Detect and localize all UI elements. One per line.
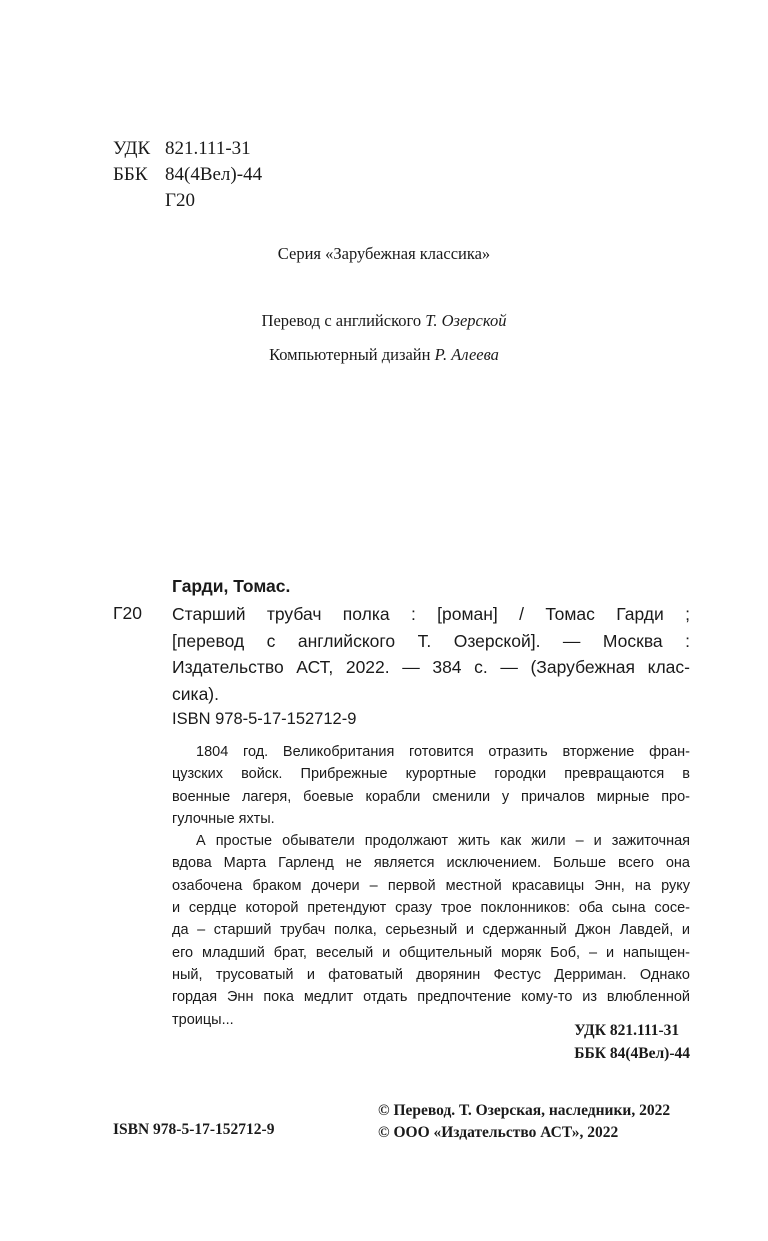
annotation-line: троицы... (172, 1011, 234, 1028)
copyright-publisher: © ООО «Издательство АСТ», 2022 (378, 1124, 619, 1141)
annotation-line: цузских войск. Прибрежные курортные городки превращаются в (172, 766, 690, 783)
biblio-line: Издательство АСТ, 2022. — 384 с. — (Зарубежная клас- (172, 657, 690, 677)
udk-value: 821.111-31 (165, 138, 251, 159)
biblio-line: Старший трубач полка : [роман] / Томас Гарди ; (172, 604, 690, 624)
footer-bbk: ББК 84(4Вел)-44 (574, 1045, 690, 1062)
author-heading: Гарди, Томас. (172, 576, 291, 596)
isbn-line: ISBN 978-5-17-152712-9 (172, 710, 357, 728)
annotation (172, 741, 690, 1031)
design-prefix: Компьютерный дизайн (269, 345, 431, 364)
author-mark: Г20 (165, 190, 195, 211)
design-line (0, 345, 768, 365)
series-line: Серия «Зарубежная классика» (277, 244, 491, 263)
annotation-line: гулочные яхты. (172, 810, 275, 827)
translation-prefix: Перевод с английского (261, 311, 422, 330)
udk-label: УДК (113, 138, 151, 159)
footer-udk: УДК 821.111-31 (574, 1022, 680, 1039)
udk-row (113, 136, 262, 162)
annotation-line: военные лагеря, боевые корабли сменили у причалов мирные про- (172, 788, 690, 805)
biblio-author-mark: Г20 (113, 603, 142, 623)
annotation-line: гордая Энн пока медлит отдать предпочтение кому-то из влюбленной (172, 989, 690, 1006)
bbk-row (113, 162, 262, 188)
annotation-line: да – старший трубач полка, серьезный и сдержанный Джон Лавдей, и (172, 922, 690, 939)
footer-classification (574, 1019, 690, 1065)
annotation-line: ный, трусоватый и фатоватый дворянин Фестус Дерриман. Однако (172, 966, 690, 983)
biblio-line: сика). (172, 683, 219, 704)
translator-name: Т. Озерской (425, 311, 507, 330)
designer-name: Р. Алеева (434, 345, 499, 364)
classification-block (113, 136, 262, 214)
bibliographic-description (172, 601, 690, 707)
annotation-line: озабочена браком дочери – первой местной красавицы Энн, на руку (172, 877, 690, 894)
footer-isbn: ISBN 978-5-17-152712-9 (113, 1121, 275, 1138)
annotation-line: 1804 год. Великобритания готовится отразить вторжение фран- (196, 744, 690, 760)
bbk-value: 84(4Вел)-44 (165, 164, 263, 185)
copyright-block (378, 1100, 670, 1144)
annotation-line: А простые обыватели продолжают жить как жили – и зажиточная (196, 833, 690, 850)
copyright-translation: © Перевод. Т. Озерская, наследники, 2022 (378, 1102, 671, 1119)
biblio-line: [перевод с английского Т. Озерской]. — Москва : (172, 630, 690, 651)
annotation-line: вдова Марта Гарленд не является исключением. Больше всего она (172, 855, 690, 872)
bbk-label: ББК (113, 164, 148, 185)
translation-line (0, 311, 768, 331)
annotation-line: его младший брат, веселый и общительный моряк Боб, – и напыщен- (172, 944, 690, 961)
annotation-line: и сердце которой претендуют сразу трое поклонников: оба сына сосе- (172, 900, 690, 917)
